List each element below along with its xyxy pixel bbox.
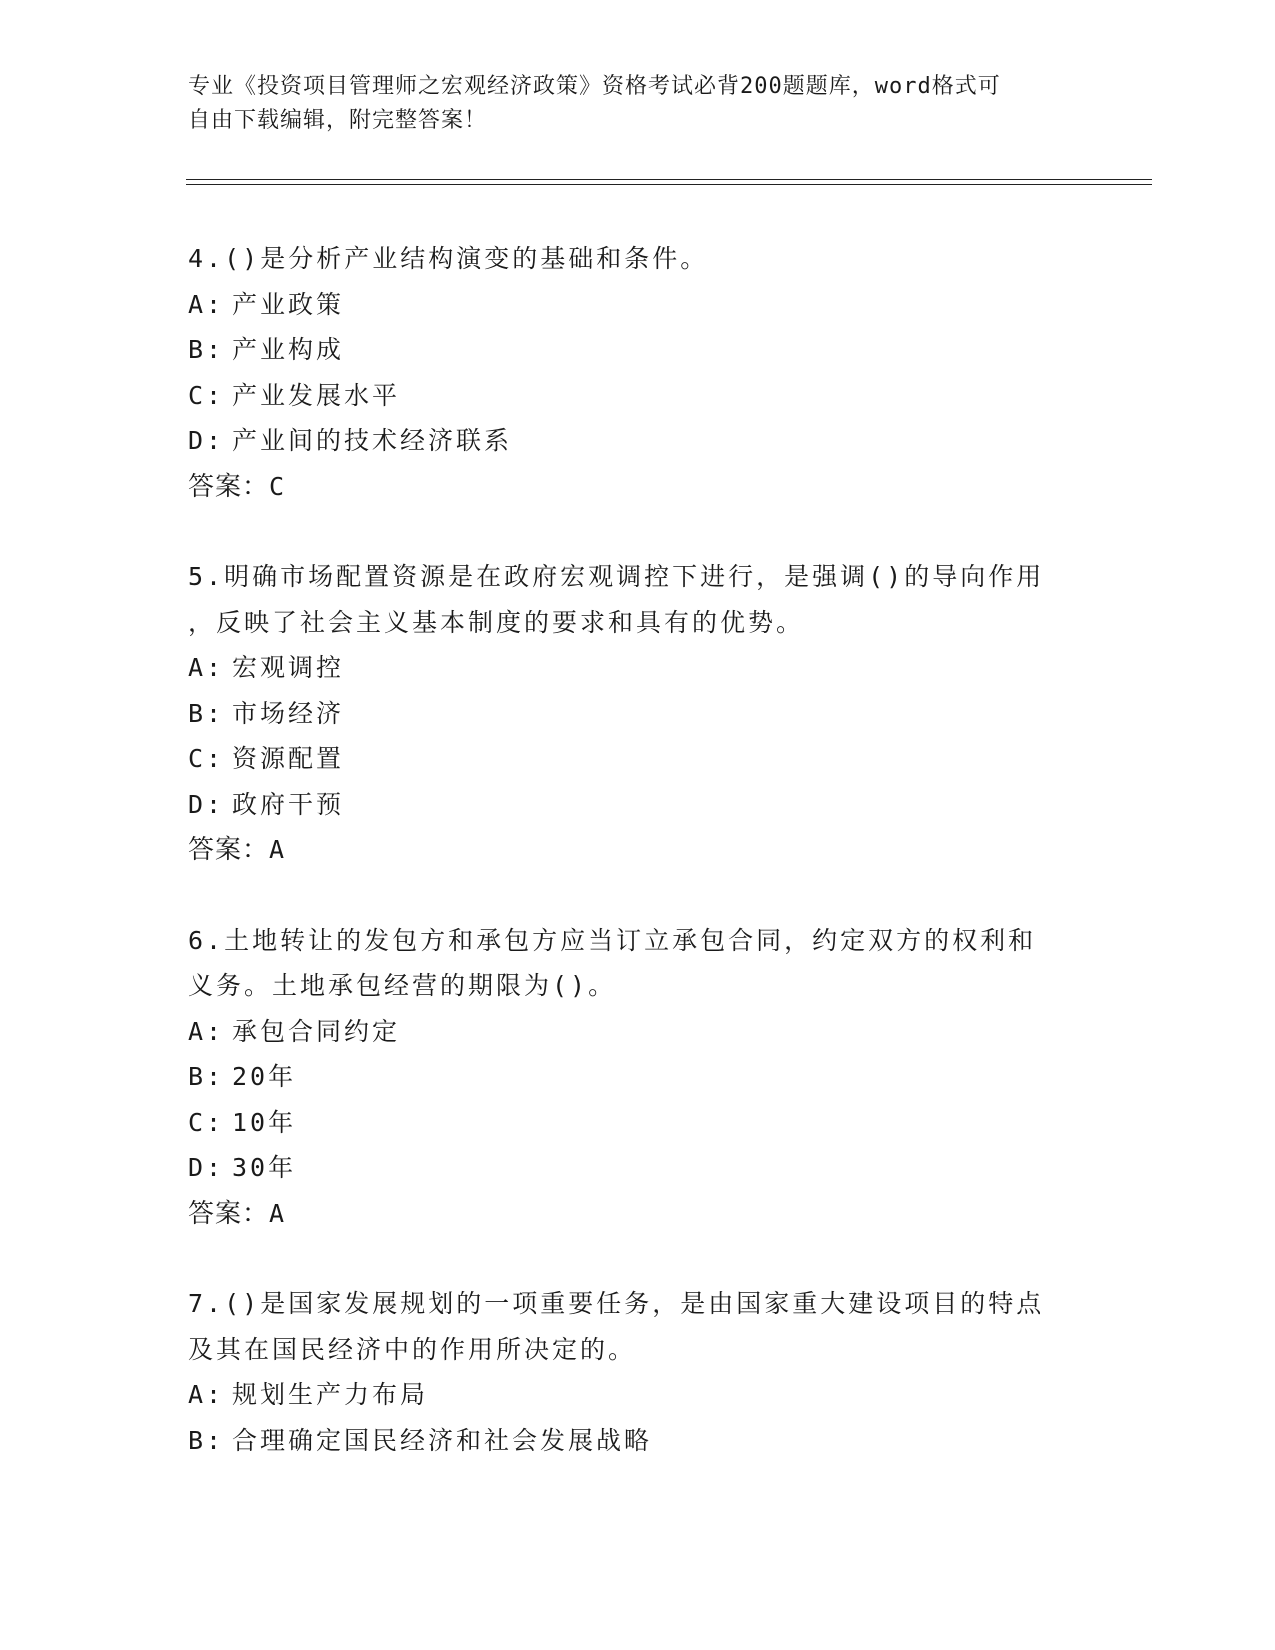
- option-key: B:: [188, 1062, 225, 1091]
- option-a: [188, 645, 1068, 691]
- option-key: C:: [188, 744, 225, 773]
- stem-line: 5.明确市场配置资源是在政府宏观调控下进行，是强调()的导向作用: [188, 562, 1045, 591]
- answer-line: [188, 1191, 1068, 1238]
- option-key: D:: [188, 789, 225, 819]
- option-text: 产业政策: [232, 289, 345, 319]
- option-text: 10年: [232, 1107, 297, 1137]
- option-text: 产业间的技术经济联系: [232, 426, 513, 455]
- option-text: 产业发展水平: [232, 380, 401, 410]
- document-header: [188, 70, 1088, 138]
- option-text: 规划生产力布局: [232, 1380, 429, 1409]
- header-divider-top: [186, 179, 1152, 180]
- header-line-2: 自由下载编辑，附完整答案！: [188, 108, 488, 133]
- option-text: 承包合同约定: [232, 1016, 401, 1046]
- question-6: [188, 918, 1068, 1238]
- question-stem: [188, 918, 1068, 1009]
- option-text: 合理确定国民经济和社会发展战略: [232, 1425, 653, 1455]
- option-a: [188, 282, 1068, 328]
- stem-line: 义务。土地承包经营的期限为()。: [188, 971, 617, 1000]
- option-key: D:: [188, 1153, 225, 1182]
- option-text: 资源配置: [232, 744, 345, 773]
- option-key: D:: [188, 426, 225, 455]
- question-7: [188, 1281, 1068, 1463]
- option-a: [188, 1372, 1068, 1418]
- option-c: [188, 1100, 1068, 1146]
- question-4: [188, 236, 1068, 510]
- option-a: [188, 1009, 1068, 1055]
- option-text: 30年: [232, 1153, 297, 1182]
- option-d: [188, 782, 1068, 828]
- option-text: 产业构成: [232, 335, 345, 364]
- option-key: A:: [188, 289, 225, 319]
- answer-line: [188, 464, 1068, 511]
- option-key: B:: [188, 1425, 225, 1455]
- option-key: A:: [188, 653, 225, 682]
- answer-value: C: [269, 471, 286, 501]
- answer-value: A: [269, 835, 286, 864]
- stem-line: 6.土地转让的发包方和承包方应当订立承包合同，约定双方的权利和: [188, 925, 1037, 955]
- option-text: 宏观调控: [232, 653, 345, 682]
- header-divider-bottom: [186, 184, 1152, 185]
- question-list: [188, 236, 1068, 1507]
- option-key: C:: [188, 1107, 225, 1137]
- option-d: [188, 418, 1068, 464]
- option-c: [188, 736, 1068, 782]
- answer-label: 答案：: [188, 471, 270, 502]
- answer-value: A: [269, 1198, 286, 1228]
- option-d: [188, 1145, 1068, 1191]
- option-b: [188, 1418, 1068, 1464]
- option-b: [188, 1054, 1068, 1100]
- answer-label: 答案：: [188, 1198, 270, 1229]
- option-key: C:: [188, 380, 225, 410]
- stem-line: 7.()是国家发展规划的一项重要任务，是由国家重大建设项目的特点: [188, 1289, 1045, 1318]
- option-key: B:: [188, 698, 225, 728]
- question-stem: [188, 554, 1068, 645]
- question-stem: [188, 1281, 1068, 1372]
- stem-line: ，反映了社会主义基本制度的要求和具有的优势。: [188, 607, 805, 637]
- option-b: [188, 327, 1068, 373]
- option-b: [188, 691, 1068, 737]
- question-5: [188, 554, 1068, 874]
- option-key: A:: [188, 1380, 225, 1409]
- option-key: A:: [188, 1016, 225, 1046]
- stem-line: 4.()是分析产业结构演变的基础和条件。: [188, 244, 709, 273]
- header-line-1: 专业《投资项目管理师之宏观经济政策》资格考试必背200题题库，word格式可: [188, 74, 1001, 99]
- answer-label: 答案：: [188, 835, 270, 865]
- option-text: 政府干预: [232, 789, 345, 819]
- question-stem: [188, 236, 1068, 282]
- answer-line: [188, 827, 1068, 874]
- option-key: B:: [188, 335, 225, 364]
- option-text: 20年: [232, 1062, 297, 1091]
- option-c: [188, 373, 1068, 419]
- option-text: 市场经济: [232, 698, 345, 728]
- stem-line: 及其在国民经济中的作用所决定的。: [188, 1334, 637, 1364]
